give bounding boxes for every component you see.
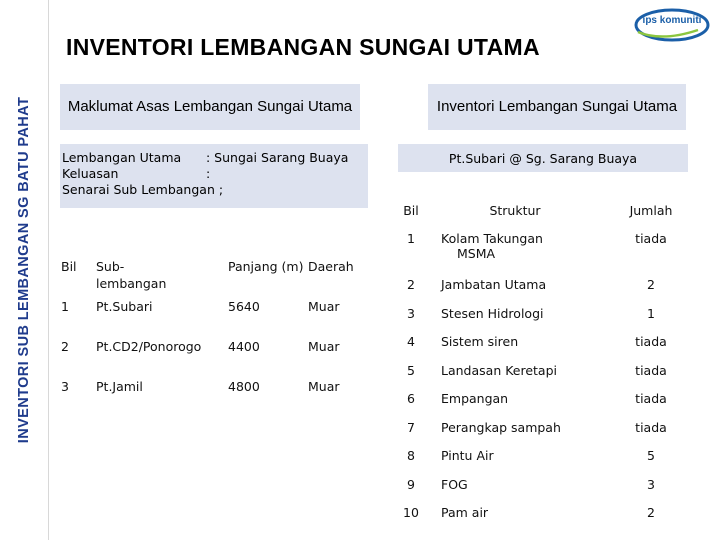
cell-daerah: Muar <box>308 379 340 394</box>
info-value: : <box>206 166 211 181</box>
cell-jumlah: tiada <box>635 334 667 349</box>
table-header-row <box>395 198 695 226</box>
svg-text:ips komuniti: ips komuniti <box>642 15 702 26</box>
cell-struktur: Stesen Hidrologi <box>441 305 544 321</box>
header-struktur: Struktur <box>489 203 541 218</box>
cell-struktur: Jambatan Utama <box>441 277 547 292</box>
basin-info-box <box>60 144 368 208</box>
page-title: INVENTORI LEMBANGAN SUNGAI UTAMA <box>66 34 540 60</box>
header-panjang: Panjang (m) <box>228 259 304 274</box>
cell-struktur: Pam air <box>441 505 489 520</box>
cell-jumlah: 3 <box>647 476 655 492</box>
table-row <box>395 226 695 272</box>
cell-struktur: Landasan Keretapi <box>441 362 557 378</box>
header-daerah: Daerah <box>308 259 354 274</box>
info-label: Keluasan <box>62 166 119 181</box>
table-row <box>395 415 695 444</box>
info-row-area <box>62 166 368 182</box>
table-row <box>395 358 695 387</box>
basic-info-header: Maklumat Asas Lembangan Sungai Utama <box>60 84 360 130</box>
cell-bil: 1 <box>407 231 415 246</box>
table-row <box>395 500 695 529</box>
cell-daerah: Muar <box>308 339 340 354</box>
header-jumlah: Jumlah <box>629 203 673 218</box>
cell-bil: 5 <box>407 362 415 378</box>
table-row <box>395 472 695 501</box>
subari-box: Pt.Subari @ Sg. Sarang Buaya <box>398 144 688 172</box>
header-bil: Bil <box>61 259 77 274</box>
inventory-header: Inventori Lembangan Sungai Utama <box>428 84 686 130</box>
cell-jumlah: tiada <box>635 362 667 378</box>
cell-bil: 3 <box>407 305 415 321</box>
cell-panjang: 5640 <box>228 299 260 314</box>
cell-sub-lembangan: Pt.Jamil <box>96 379 143 394</box>
cell-struktur: Pintu Air <box>441 448 494 463</box>
cell-panjang: 4400 <box>228 339 260 354</box>
cell-jumlah: tiada <box>635 419 667 435</box>
cell-bil: 6 <box>407 391 415 406</box>
table-row <box>395 272 695 301</box>
cell-bil: 1 <box>61 299 69 314</box>
cell-bil: 4 <box>407 334 415 349</box>
side-panel <box>0 0 49 540</box>
cell-daerah: Muar <box>308 299 340 314</box>
cell-jumlah: 2 <box>647 505 655 520</box>
cell-struktur-line2: MSMA <box>457 246 496 261</box>
cell-bil: 10 <box>403 505 419 520</box>
cell-bil: 8 <box>407 448 415 463</box>
cell-jumlah: tiada <box>635 231 667 246</box>
cell-sub-lembangan: Pt.CD2/Ponorogo <box>96 339 202 354</box>
cell-jumlah: tiada <box>635 391 667 406</box>
info-row-main-basin <box>62 150 368 166</box>
table-row <box>395 301 695 330</box>
info-label: Senarai Sub Lembangan ; <box>62 182 224 197</box>
header-sub-lembangan: Sub-lembangan <box>96 259 167 291</box>
info-row-sub-basin-list <box>62 182 368 198</box>
table-row <box>395 329 695 358</box>
cell-bil: 2 <box>61 339 69 354</box>
header-bil: Bil <box>403 203 419 218</box>
cell-struktur: Empangan <box>441 391 509 406</box>
cell-struktur-line1: Kolam Takungan <box>441 231 543 246</box>
side-title: INVENTORI SUB LEMBANGAN SG BATU PAHAT <box>16 96 32 444</box>
structure-table <box>395 198 695 529</box>
cell-sub-lembangan: Pt.Subari <box>96 299 153 314</box>
info-label: Lembangan Utama <box>62 150 182 165</box>
cell-struktur: Sistem siren <box>441 334 519 349</box>
table-row <box>395 386 695 415</box>
cell-jumlah: 5 <box>647 448 655 463</box>
cell-panjang: 4800 <box>228 379 260 394</box>
cell-struktur <box>441 231 571 261</box>
ips-komuniti-logo <box>632 8 710 44</box>
cell-bil: 2 <box>407 277 415 292</box>
table-row <box>395 443 695 472</box>
cell-struktur: FOG <box>441 476 468 492</box>
cell-jumlah: 1 <box>647 305 655 321</box>
cell-bil: 9 <box>407 476 415 492</box>
cell-jumlah: 2 <box>647 277 655 292</box>
cell-bil: 3 <box>61 379 69 394</box>
cell-struktur: Perangkap sampah <box>441 419 561 435</box>
info-value: : Sungai Sarang Buaya <box>206 150 349 165</box>
cell-bil: 7 <box>407 419 415 435</box>
